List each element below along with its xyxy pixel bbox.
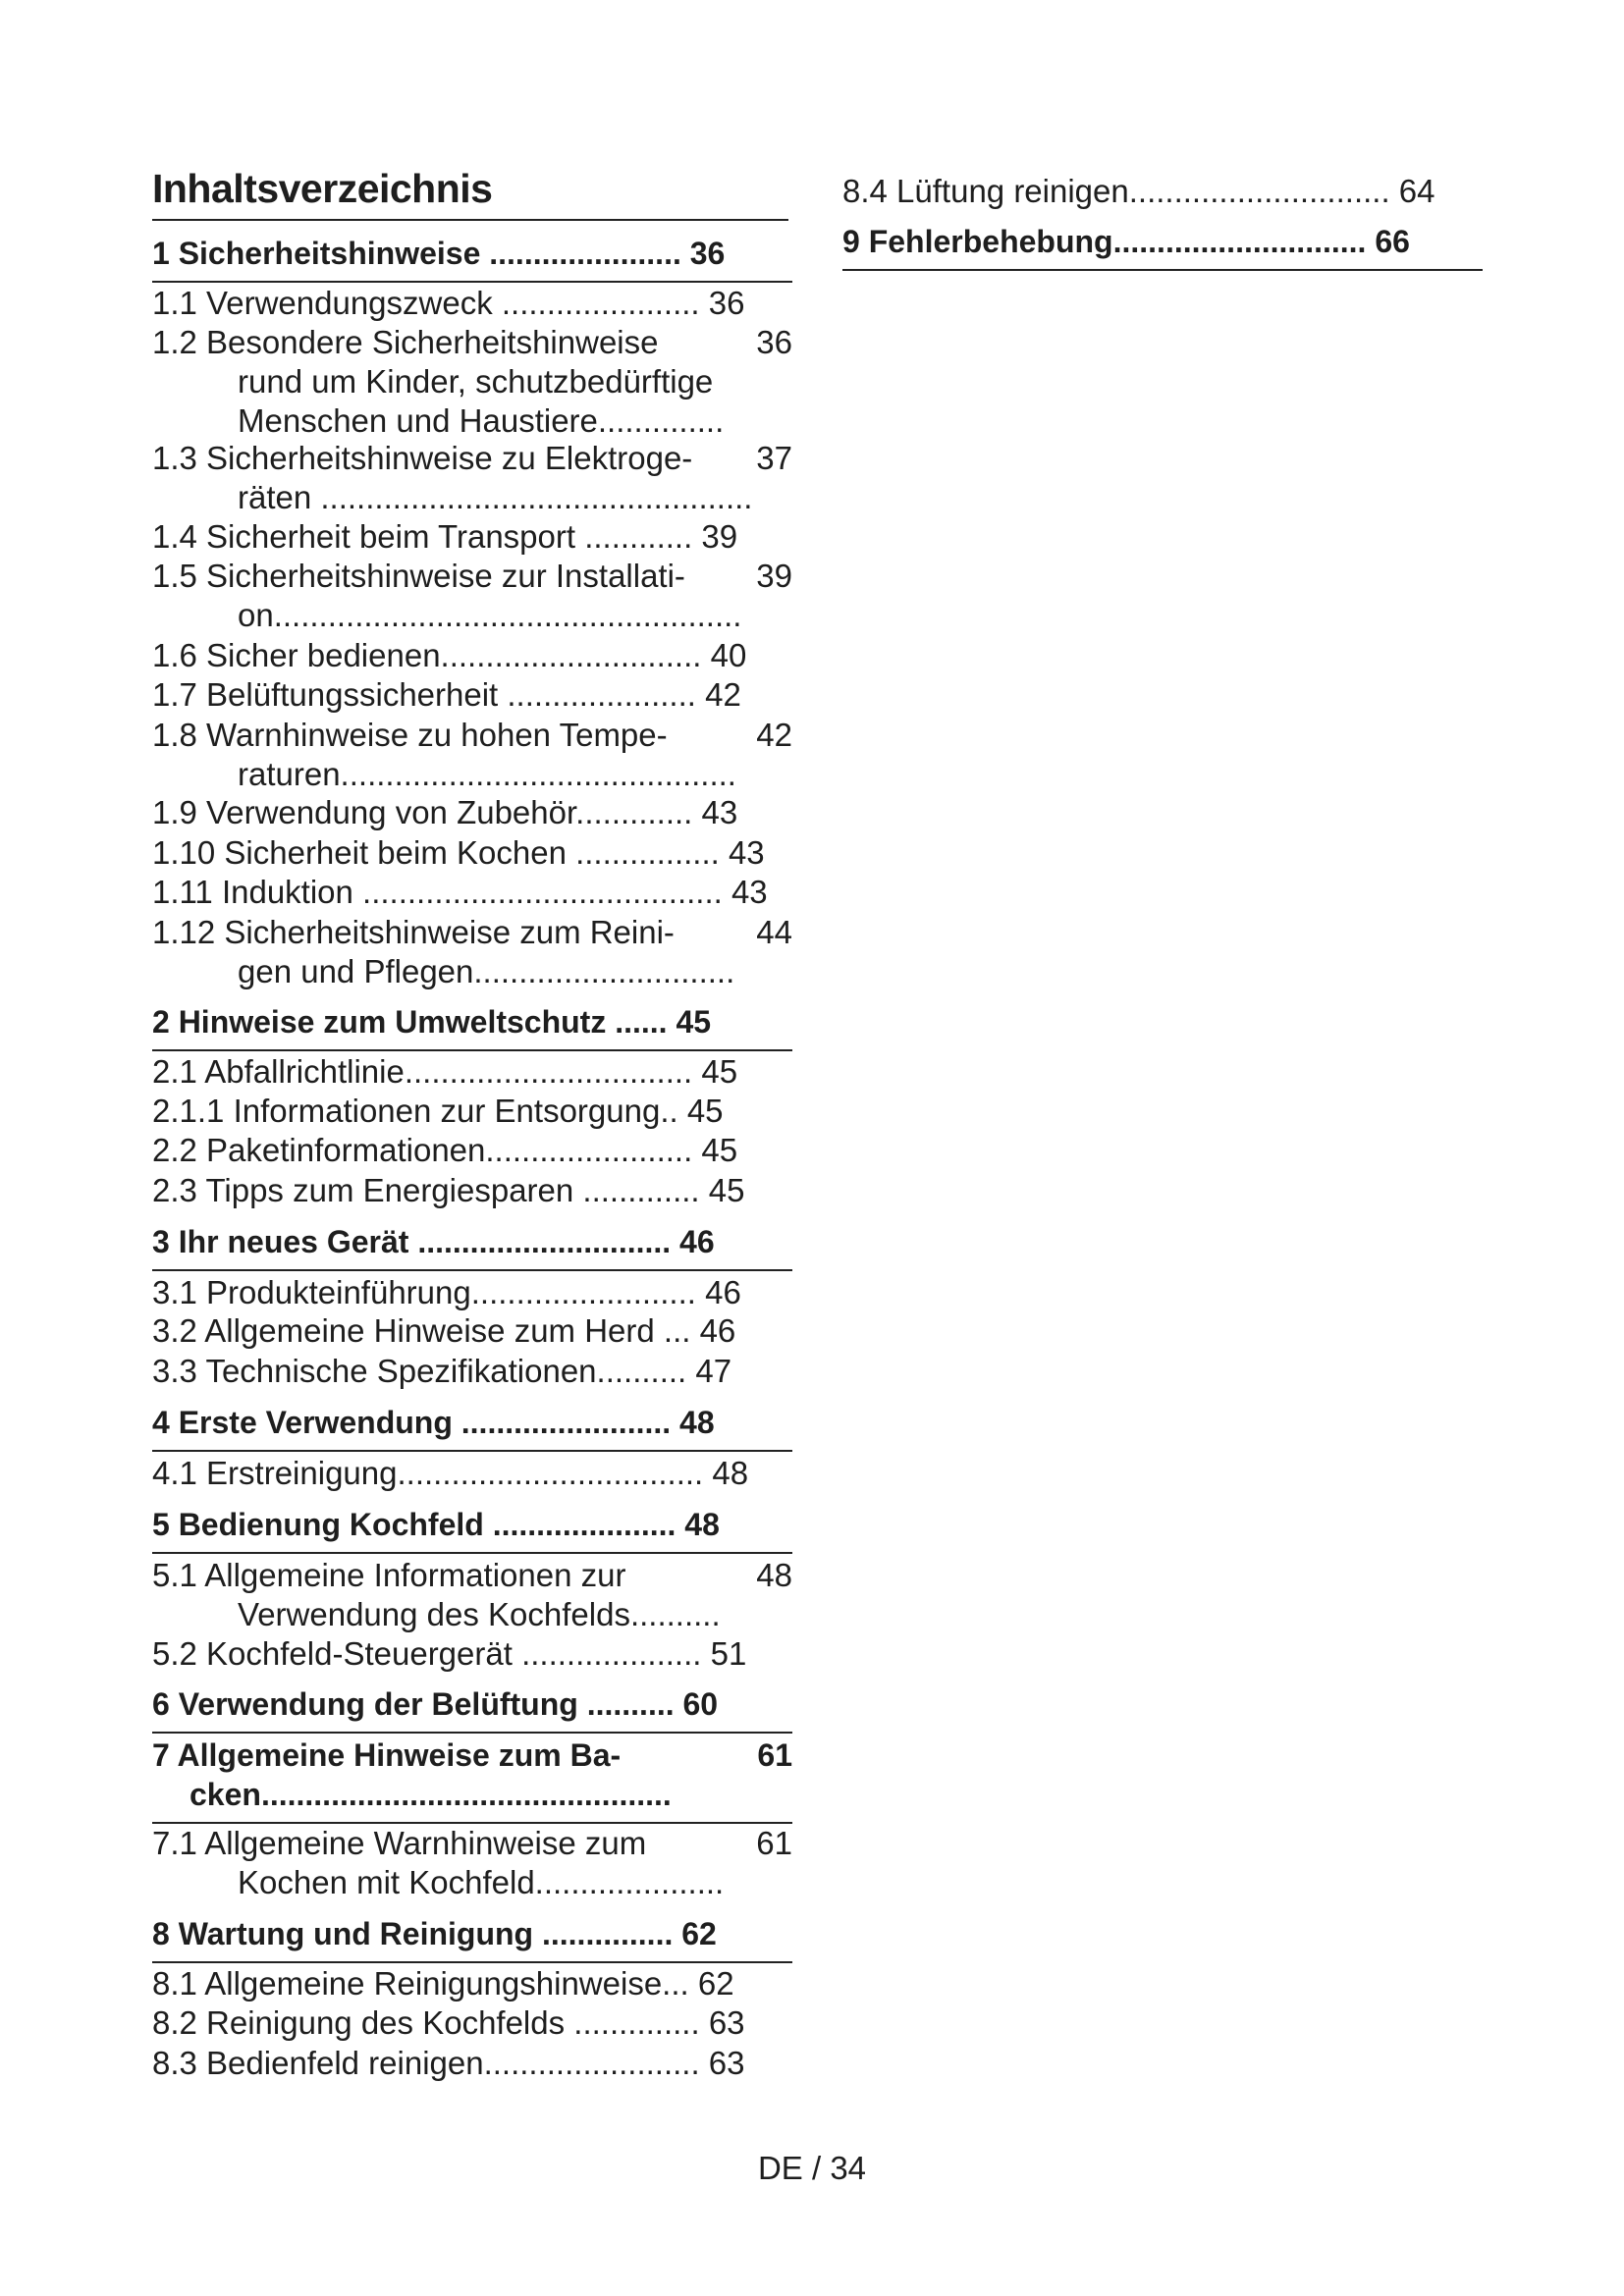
toc-label: 3.3 Technische Spezifikationen.......... 47: [152, 1353, 732, 1389]
toc-label: 6 Verwendung der Belüftung ..........: [152, 1686, 675, 1722]
toc-label: 8 Wartung und Reinigung ...............: [152, 1916, 674, 1951]
toc-label: 5 Bedienung Kochfeld .....................: [152, 1507, 677, 1542]
toc-label: 2.1 Abfallrichtlinie................................ 45: [152, 1053, 738, 1090]
toc-page: 66: [1375, 224, 1410, 259]
toc-page: 48: [684, 1507, 720, 1542]
toc-label: 1 Sicherheitshinweise ......................: [152, 236, 681, 271]
toc-label: 7 Allgemeine Hinweise zum Ba-: [152, 1737, 622, 1773]
toc-label: 2 Hinweise zum Umweltschutz ......: [152, 1004, 668, 1040]
toc-page: 42: [756, 717, 792, 753]
toc-label-cont: rund um Kinder, schutzbedürftige: [238, 363, 714, 400]
toc-label: 1.12 Sicherheitshinweise zum Reini-: [152, 914, 675, 950]
toc-label: 3 Ihr neues Gerät .............................: [152, 1224, 672, 1259]
toc-label: 4.1 Erstreinigung.................................. 48: [152, 1455, 749, 1491]
toc-page: 36: [689, 236, 726, 271]
toc-label-cont: raturen............................................: [238, 756, 736, 792]
toc-label: 1.7 Belüftungssicherheit ..................... 42: [152, 676, 741, 713]
toc-label: 8.3 Bedienfeld reinigen........................ 63: [152, 2045, 745, 2081]
toc-page: 37: [756, 440, 792, 476]
toc-label: 1.8 Warnhinweise zu hohen Tempe-: [152, 717, 668, 753]
toc-label: 2.2 Paketinformationen....................... 45: [152, 1132, 738, 1168]
toc-page: 44: [756, 914, 792, 950]
toc-label: 9 Fehlerbehebung.............................: [842, 224, 1367, 259]
toc-page: 45: [676, 1004, 712, 1040]
toc-label: 8.4 Lüftung reinigen............................. 64: [842, 173, 1435, 209]
toc-label: 1.3 Sicherheitshinweise zu Elektroge-: [152, 440, 693, 476]
toc-label: 1.11 Induktion ........................................ 43: [152, 874, 768, 910]
toc-label: 7.1 Allgemeine Warnhinweise zum: [152, 1825, 647, 1861]
toc-label: 1.4 Sicherheit beim Transport ............ 39: [152, 518, 738, 555]
title-divider: [152, 219, 788, 221]
toc-page: 48: [679, 1405, 715, 1440]
toc-label: 1.6 Sicher bedienen............................. 40: [152, 637, 747, 673]
toc-label: 2.3 Tipps zum Energiesparen ............. 45: [152, 1172, 745, 1208]
toc-page: 36: [756, 324, 792, 360]
toc-label: 1.5 Sicherheitshinweise zur Installati-: [152, 558, 685, 594]
toc-label: 1.2 Besondere Sicherheitshinweise: [152, 324, 659, 360]
toc-page: 62: [681, 1916, 717, 1951]
toc-label-cont: räten ................................................: [238, 479, 753, 515]
toc-label: 2.1.1 Informationen zur Entsorgung.. 45: [152, 1093, 724, 1129]
toc-label: 8.1 Allgemeine Reinigungshinweise... 62: [152, 1965, 734, 2002]
toc-label-cont: Verwendung des Kochfelds..........: [238, 1596, 721, 1632]
toc-label-cont: gen und Pflegen.............................: [238, 953, 735, 989]
toc-label: 1.1 Verwendungszweck ...................... 36: [152, 285, 745, 321]
toc-label: 5.1 Allgemeine Informationen zur: [152, 1557, 626, 1593]
toc-page: 39: [756, 558, 792, 594]
toc-label: 3.2 Allgemeine Hinweise zum Herd ... 46: [152, 1312, 736, 1349]
toc-page: 60: [682, 1686, 719, 1722]
toc-page: 46: [679, 1224, 715, 1259]
toc-label: 3.1 Produkteinführung......................... 46: [152, 1274, 741, 1310]
toc-label-cont: Kochen mit Kochfeld.....................: [238, 1864, 725, 1900]
toc-label-cont: on....................................................: [238, 597, 742, 633]
toc-label: 8.2 Reinigung des Kochfelds .............. 63: [152, 2004, 745, 2041]
toc-page: 61: [756, 1825, 792, 1861]
toc-label: 4 Erste Verwendung ........................: [152, 1405, 672, 1440]
toc-label-cont: Menschen und Haustiere..............: [238, 402, 725, 439]
toc-label: 1.9 Verwendung von Zubehör............. 43: [152, 794, 738, 830]
page-title: Inhaltsverzeichnis: [152, 166, 493, 211]
toc-label: 1.10 Sicherheit beim Kochen ................ 43: [152, 834, 765, 871]
toc-page: 48: [756, 1557, 792, 1593]
toc-label-cont: cken...............................................: [189, 1777, 672, 1812]
page-number: DE / 34: [757, 2150, 867, 2186]
toc-page: 61: [757, 1737, 792, 1773]
toc-label: 5.2 Kochfeld-Steuergerät .................... 51: [152, 1635, 747, 1672]
